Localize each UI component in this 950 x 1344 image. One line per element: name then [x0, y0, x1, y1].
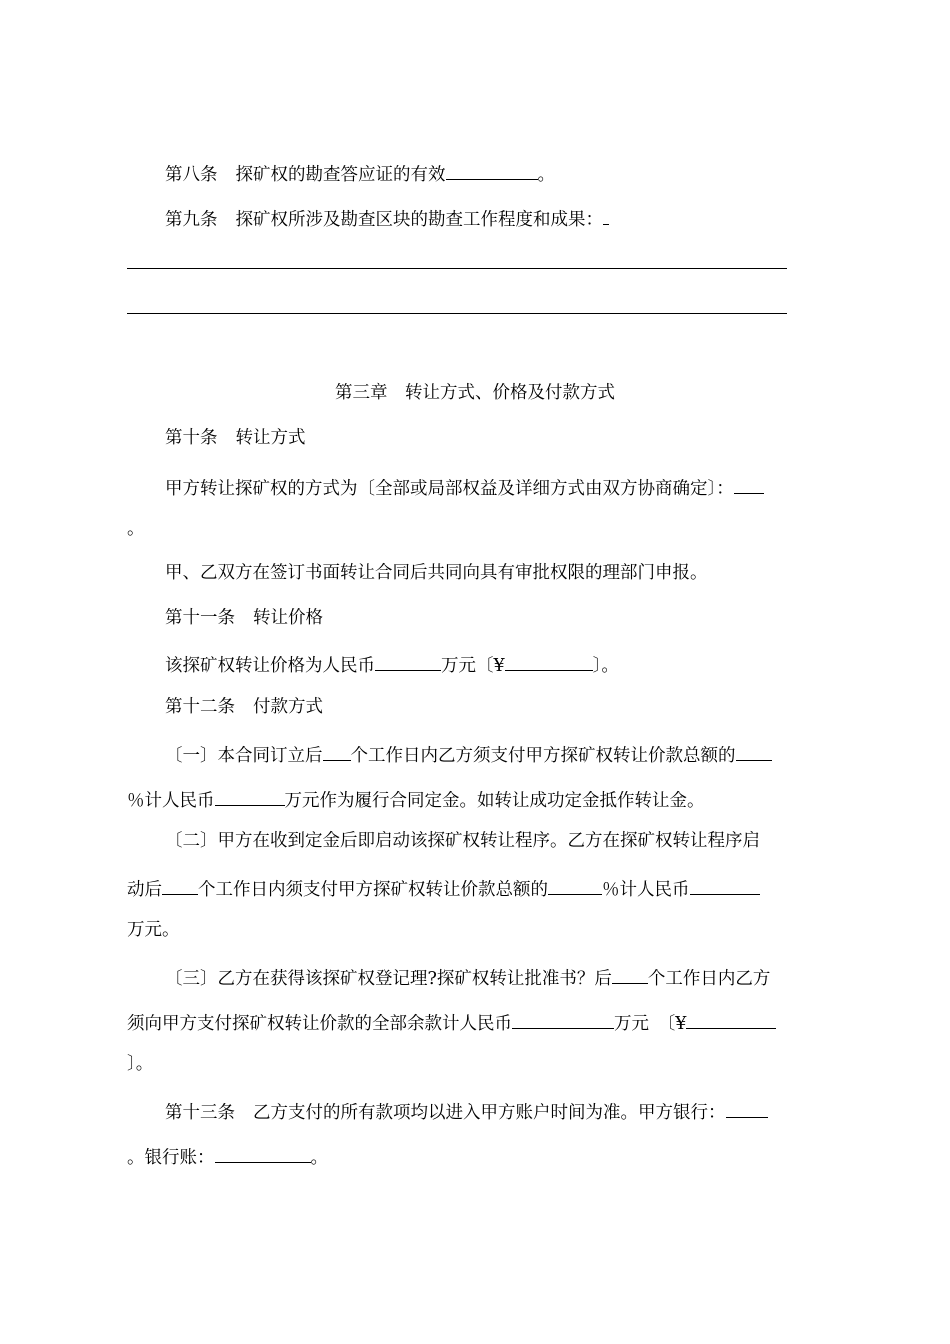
fill-blank[interactable] — [736, 744, 772, 761]
article-8-number: 第八条 — [165, 165, 218, 185]
fill-blank[interactable] — [603, 208, 609, 225]
text-span: 〕。 — [592, 656, 619, 676]
text-span: 〔一〕本合同订立后 — [165, 746, 323, 766]
article-13-line-1 — [165, 1101, 768, 1123]
fill-blank[interactable] — [690, 878, 760, 895]
article-9-number: 第九条 — [165, 210, 218, 230]
fill-blank[interactable] — [446, 163, 538, 180]
article-11-number: 第十一条 — [165, 608, 235, 628]
fill-blank[interactable] — [162, 878, 198, 895]
fill-blank[interactable] — [215, 789, 285, 806]
chapter-3-title: 第三章 转让方式、价格及付款方式 — [335, 383, 615, 403]
article-13-text: 乙方支付的所有款项均以进入甲方账户时间为准。甲方银行： — [253, 1103, 726, 1123]
text-span: 。 — [310, 1148, 328, 1168]
text-span: 。银行账： — [127, 1148, 215, 1168]
fill-blank[interactable] — [734, 477, 764, 494]
article-13-line-2 — [127, 1146, 328, 1168]
text-span: ％计人民币 — [602, 880, 690, 900]
fill-blank[interactable] — [215, 1146, 311, 1163]
article-10-text: 甲方转让探矿权的方式为〔全部或局部权益及详细方式由双方协商确定〕： — [165, 479, 734, 499]
article-10-number: 第十条 — [165, 428, 218, 448]
article-11-title: 转让价格 — [253, 608, 323, 628]
fill-blank[interactable] — [512, 1012, 614, 1029]
article-12-title: 付款方式 — [253, 697, 323, 717]
article-13-number: 第十三条 — [165, 1103, 235, 1123]
text-span: 个工作日内乙方须支付甲方探矿权转让价款总额的 — [350, 746, 736, 766]
article-10-title: 转让方式 — [235, 428, 306, 448]
fill-blank[interactable] — [323, 744, 351, 761]
text-span: 动后 — [127, 880, 162, 900]
text-span: 个工作日内须支付甲方探矿权转让价款总额的 — [198, 880, 548, 900]
article-10-paragraph-2: 甲、乙双方在签订书面转让合同后共同向具有审批权限的理部门申报。 — [165, 563, 708, 583]
text-span: ％计人民币 — [127, 791, 215, 811]
article-12-number: 第十二条 — [165, 697, 235, 717]
fill-blank[interactable] — [686, 1012, 776, 1029]
article-12-item-3-line-2 — [127, 1012, 776, 1034]
article-12-item-1-line-2 — [127, 789, 705, 811]
article-10-paragraph-1-end: 。 — [127, 519, 145, 539]
article-11-paragraph — [165, 654, 619, 676]
article-9-text: 探矿权所涉及勘查区块的勘查工作程度和成果： — [235, 210, 603, 230]
fill-blank[interactable] — [505, 654, 593, 671]
fill-blank[interactable] — [548, 878, 602, 895]
text-span: 〔三〕乙方在获得该探矿权登记理?探矿权转让批准书？后 — [165, 969, 612, 989]
article-9 — [165, 208, 609, 230]
article-8-end: 。 — [537, 165, 555, 185]
article-12-item-2-line-1: 〔二〕甲方在收到定金后即启动该探矿权转让程序。乙方在探矿权转让程序启 — [165, 831, 760, 851]
text-span: 须向甲方支付探矿权转让价款的全部余款计人民币 — [127, 1014, 512, 1034]
fill-blank[interactable] — [612, 967, 648, 984]
text-span: 万元作为履行合同定金。如转让成功定金抵作转让金。 — [284, 791, 705, 811]
article-12-item-2-line-2 — [127, 878, 760, 900]
article-8-text: 探矿权的勘查答应证的有效 — [235, 165, 446, 185]
article-10-paragraph-1 — [165, 477, 764, 499]
article-12-item-3-line-3: 〕。 — [127, 1054, 154, 1074]
article-12-item-3-line-1 — [165, 967, 770, 989]
fill-blank[interactable] — [375, 654, 441, 671]
article-12-item-1-line-1 — [165, 744, 772, 766]
article-12-heading — [165, 699, 323, 717]
fill-blank[interactable] — [726, 1101, 768, 1118]
article-12-item-2-line-3: 万元。 — [127, 920, 180, 940]
fill-line[interactable] — [127, 313, 787, 314]
article-10-heading — [165, 430, 306, 448]
text-span: 个工作日内乙方 — [647, 969, 771, 989]
text-span: 万元〔¥ — [441, 656, 505, 676]
text-span: 万元 〔¥ — [614, 1014, 687, 1034]
fill-line[interactable] — [127, 268, 787, 269]
article-8 — [165, 163, 555, 185]
article-11-heading — [165, 610, 323, 628]
text-span: 该探矿权转让价格为人民币 — [165, 656, 375, 676]
